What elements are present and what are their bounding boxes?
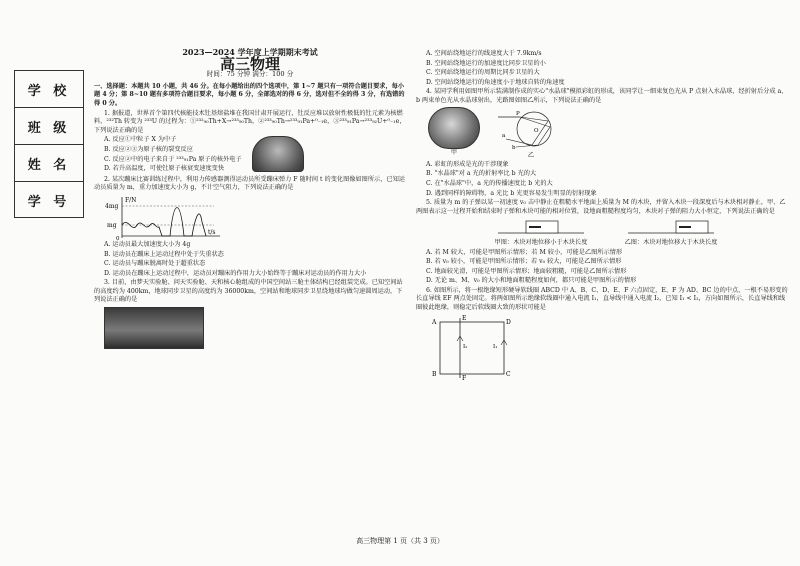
label-C: C bbox=[506, 370, 511, 378]
q1-option-d: D. 若升高温度，可使钍原子核衰变速度变快 bbox=[104, 165, 225, 173]
t-axis-label: t/s bbox=[208, 228, 216, 236]
q4-stem: 4. 某同学利用如图甲所示装满制作成的实心"水晶球"模拟彩虹的形成，该同学让一细束复色光从 P 点射入水晶球，经折射后分成 a、b 两束单色光从水晶球射出，光路图如图乙所示，下列说法正确的是 bbox=[416, 88, 788, 104]
q2-option-d: D. 运动员在蹦床上运动过程中，运动员对蹦床的作用力大小始终等于蹦床对运动员的作用力大小 bbox=[104, 269, 367, 277]
label-p: P bbox=[516, 110, 520, 117]
fig-a-caption: 甲 bbox=[450, 148, 458, 156]
q4-option-b: B. "水晶球"对 a 光的折射率比 b 光的大 bbox=[426, 170, 537, 178]
school-label: 学 校 bbox=[15, 71, 83, 108]
fig-b-caption: 乙 bbox=[527, 152, 535, 160]
q5-option-d: D. 无论 m、M、v₀ 的大小和地面粗糙程度如何，都只可能是甲图所示的情形 bbox=[426, 277, 637, 285]
f-axis-label: F/N bbox=[125, 196, 137, 204]
q6-stem: 6. 如图所示，将一根绝缘短形硬导软线圈 ABCD 中 A、B、C、D、E、F 六点固定，E、F 为 AD、BC 边的中点，一根不易形变的长直导线 EF 两点处固定。将两如图所示绝缘软线圈中通入电流 I₁，直导线中通入电流 I₂，已知 I₁ < I₂，方向如图所示，长直导线和线圈彼此绝缘，则稳定后软线圈大致的形状可能是 bbox=[416, 286, 788, 312]
space-station-photo bbox=[104, 307, 204, 349]
subject-title: 高三物理 bbox=[219, 54, 280, 73]
q2-force-time-graph bbox=[104, 194, 224, 240]
label-b: b bbox=[512, 144, 516, 149]
q3-option-d: D. 空间站绕地运行的角速度小于地球自转的角速度 bbox=[426, 78, 565, 86]
class-label: 班 级 bbox=[15, 108, 83, 145]
q3-option-b: B. 空间站绕地运行的加速度比同步卫星的小 bbox=[426, 59, 546, 67]
q5-figure-b bbox=[626, 217, 716, 235]
q1-stem: 1. 据报道，世界首个第四代核能技术钍基熔盐堆在我国甘肃开展运行，钍反应堆以放射性极低的钍元素为核燃料，²³²Th 转变为 ²³³U 的过程为：①²³²₉₀Th+X→²³³₉₀Th，②²³³₉₀Th→²³³₉₁Pa+⁰₋₁e，③²³³₉₁Pa→²³³₉₂U+⁰₋₁e，下列说法正确的是 bbox=[94, 109, 406, 134]
q5-stem: 5. 质量为 m 的子弹以某一初速度 v₀ 击中静止在粗糙水平地面上质量为 M 的木块，并留入木块一段深度后与木块相对静止，甲、乙两图表示这一过程开始和结束时子弹和木块可能的相对位置，设地面粗糙程度均匀，木块对子弹的阻力大小恒定，下列说法正确的是 bbox=[416, 199, 786, 215]
q2-option-a: A. 运动员最大加速度大小为 4g bbox=[104, 240, 191, 248]
label-F: F bbox=[462, 374, 467, 380]
q1-option-a: A. 反应①中粒子 X 为中子 bbox=[104, 136, 177, 144]
q3-option-a: A. 空间站绕地运行的线速度大于 7.9km/s bbox=[426, 50, 542, 57]
q1-option-c: C. 反应②中的电子来自于 ²³³₉₁Pa 原子的核外电子 bbox=[104, 155, 242, 163]
force-curve bbox=[122, 207, 206, 236]
student-info-box bbox=[14, 70, 84, 218]
ray-a bbox=[506, 117, 548, 145]
q3-option-c: C. 空间站绕地运行的周期比同步卫星的大 bbox=[426, 69, 540, 77]
right-column bbox=[416, 50, 788, 380]
bullet-a bbox=[529, 226, 541, 228]
q5-option-a: A. 若 M 较大，可能是甲图所示情形；若 M 较小，可能是乙图所示情形 bbox=[426, 248, 623, 256]
label-A: A bbox=[432, 318, 437, 326]
q5-option-b: B. 若 v₀ 较小，可能是甲图所示情形；若 v₀ 较大，可能是乙图所示情形 bbox=[426, 258, 622, 266]
q4-option-a: A. 彩虹的形成是光的干涉现象 bbox=[426, 160, 509, 168]
q5-option-c: C. 地面较光滑，可能是甲图所示情形；地面较粗糙，可能是乙图所示情形 bbox=[426, 267, 627, 275]
crystal-ball-photo bbox=[428, 107, 480, 149]
q2-option-b: B. 运动员在蹦床上运动过程中处于失重状态 bbox=[104, 250, 224, 258]
q1-option-b: B. 反应②③为原子核的裂变反应 bbox=[104, 145, 193, 153]
label-I1: I₁ bbox=[493, 343, 498, 350]
q2-option-c: C. 运动员与蹦床脱离时处于超重状态 bbox=[104, 260, 206, 268]
label-I2: I₂ bbox=[463, 343, 468, 350]
q5-caption-b: 乙图：木块对地位移大于木块长度 bbox=[624, 238, 718, 246]
q4-option-d: D. 遇到同样的障碍物，a 光比 b 光更容易发生明显的衍射现象 bbox=[426, 189, 597, 197]
left-column bbox=[94, 0, 406, 349]
origin-label: 0 bbox=[116, 235, 120, 240]
q5-caption-a: 甲图：木块对地位移小于木块长度 bbox=[494, 238, 588, 246]
section-instructions: 一、选择题：本题共 10 小题，共 46 分。在每小题给出的四个选项中，第 1~7 题只有一项符合题目要求，每小题 4 分；第 8~10 题有多项符合题目要求，每小题 6 分，全部选对的得 6 分，选对但不全的得 3 分，有选错的得 0 分。 bbox=[94, 82, 405, 107]
page-footer: 高三物理第 1 页（共 3 页） bbox=[356, 537, 444, 545]
q2-stem: 2. 某次蹦床比赛训练过程中，利用力传感器测得运动员所受蹦床弹力 F 随时间 t 的变化图像如图所示，已知运动员质量为 m，重力加速度大小为 g，不计空气阻力，下列说法正确的是 bbox=[94, 175, 405, 192]
exam-title: 2023—2024 学年度上学期期末考试 bbox=[182, 47, 318, 57]
name-label: 姓 名 bbox=[15, 145, 83, 182]
q4-option-c: C. 在"水晶球"中，a 光的传播速度比 b 光的大 bbox=[426, 179, 553, 187]
tick-4mg: 4mg bbox=[105, 202, 119, 210]
q6-coil-diagram bbox=[428, 314, 518, 380]
label-B: B bbox=[432, 370, 437, 378]
label-o: O bbox=[534, 127, 539, 134]
time-info: 时间：75 分钟 满分：100 分 bbox=[206, 70, 294, 79]
label-E: E bbox=[462, 314, 467, 322]
q5-figure-a bbox=[496, 217, 586, 235]
q4-light-path-diagram bbox=[496, 107, 566, 149]
tick-mg: mg bbox=[107, 221, 117, 229]
q3-stem: 3. 目前，由梦天实验舱、问天实验舱、天和核心舱组成的中国空间站三舱主体结构已经组装完成。已知空间站的高度约为 400km，地球同步卫星的高度约为 36000km，空间站和地球同步卫星绕地球均做匀速圆周运动，下列说法正确的是 bbox=[94, 279, 403, 304]
label-D: D bbox=[506, 318, 511, 326]
student-id-label: 学 号 bbox=[27, 194, 71, 210]
bullet-b bbox=[679, 226, 691, 228]
reactor-photo bbox=[252, 136, 304, 172]
label-a: a bbox=[502, 132, 506, 139]
